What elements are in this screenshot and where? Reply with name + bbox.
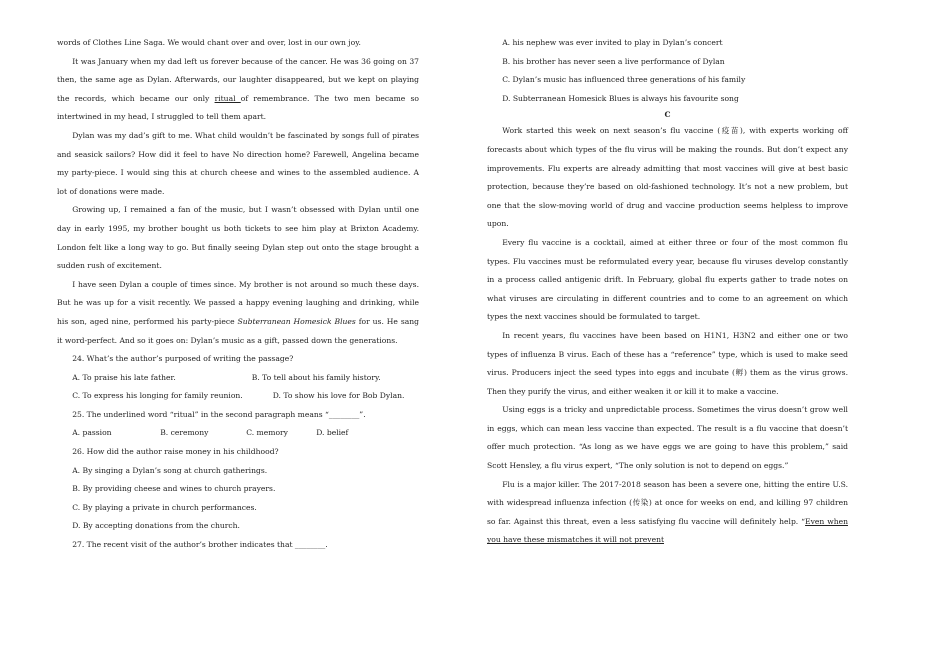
question-24-options-ab — [57, 369, 419, 388]
text: Flu is a major killer. The 2017-2018 season has been a severe one, hitting the entire U.S. with widespread influenza infection (传染) at once for weeks on end, and killing 97 children so far. Against this threat, even a less satisfying flu vaccine will definitely help. “ — [487, 479, 848, 526]
option-a: A. passion — [72, 428, 112, 438]
paragraph-brother-visit — [57, 276, 419, 350]
option-c: C. To express his longing for family reunion. — [72, 391, 243, 401]
underlined-sentence: Even when you have these mismatches it will not prevent — [487, 516, 848, 545]
paragraph-major-killer — [487, 476, 848, 550]
paragraph-gift: Dylan was my dad’s gift to me. What child wouldn’t be fascinated by songs full of pirates and seasick sailors? How did it feel to have No direction home? Farewell, Angelina became my party-piece. I would sing this at church cheese and wines to the assembled audience. A lot of donations were made. — [57, 130, 419, 196]
section-heading-c: C — [664, 110, 671, 120]
paragraph-eggs: Using eggs is a tricky and unpredictable process. Sometimes the virus doesn’t grow well in eggs, which can mean less vaccine than expected. The result is a flu vaccine that doesn’t offer much protection. “As long as we have eggs we are going to have this problem,” said Scott Hensley, a flu virus expert, “The only solution is not to depend on eggs.” — [487, 405, 848, 471]
option-d: D. belief — [316, 428, 349, 438]
question-26-option-a: A. By singing a Dylan’s song at church gatherings. — [72, 465, 268, 475]
question-26-option-d: D. By accepting donations from the church. — [72, 521, 240, 531]
underlined-word-ritual: ritual — [214, 93, 241, 103]
text: for us. He sang it word-perfect. And so it goes on: Dylan’s music as a gift, passed down the generations. — [57, 316, 419, 345]
question-27-option-a: A. his nephew was ever invited to play in Dylan’s concert — [502, 38, 723, 47]
question-24-options-cd — [57, 387, 419, 406]
question-27: 27. The recent visit of the author’s brother indicates that ________. — [72, 540, 328, 550]
song-title: Subterranean Homesick Blues — [237, 316, 356, 326]
text: of remembrance. The two men became so intertwined in my head, I struggled to tell them apart. — [57, 93, 419, 122]
question-27-option-d: D. Subterranean Homesick Blues is always his favourite song — [502, 93, 739, 103]
question-24: 24. What’s the author’s purposed of writing the passage? — [72, 354, 294, 364]
paragraph-clothes-line: words of Clothes Line Saga. We would chant over and over, lost in our own joy. — [57, 38, 361, 47]
question-25: 25. The underlined word “ritual” in the second paragraph means “________”. — [72, 409, 366, 419]
question-27-option-c: C. Dylan’s music has influenced three generations of his family — [502, 75, 746, 85]
option-a: A. To praise his late father. — [72, 372, 176, 382]
text: It was January when my dad left us forever because of the cancer. He was 36 going on 37 then, the same age as Dylan. Afterwards, our laughter disappeared, but we kept on playing the records, which became our only — [57, 56, 419, 103]
option-d: D. To show his love for Bob Dylan. — [272, 391, 405, 401]
paragraph-ritual — [57, 53, 419, 127]
option-b: B. To tell about his family history. — [251, 372, 381, 382]
question-26-option-c: C. By playing a private in church performances. — [72, 502, 257, 512]
option-b: B. ceremony — [160, 428, 209, 438]
paragraph-recent-years: In recent years, flu vaccines have been based on H1N1, H3N2 and either one or two types of influenza B virus. Each of these has a “reference” type, which is used to make seed virus. Producers inject the seed types into eggs and incubate (孵) them as the virus grows. Then they purify the virus, and either weaken it or kill it to make a vaccine. — [487, 330, 848, 396]
question-26-option-b: B. By providing cheese and wines to church prayers. — [72, 484, 276, 494]
paragraph-flu-vaccine: Work started this week on next season’s flu vaccine (疫苗), with experts working off forecasts about which types of the flu virus will be making the rounds. But don’t expect any improvements. Flu experts are already admitting that most vaccines will give at best basic protection, because they’re based on old-fashioned technology. It’s not a new problem, but one that the slow-moving world of drug and vaccine production seems helpless to improve upon. — [487, 126, 848, 229]
question-27-option-b: B. his brother has never seen a live performance of Dylan — [502, 56, 725, 66]
question-26: 26. How did the author raise money in his childhood? — [72, 447, 279, 457]
right-column — [487, 34, 848, 550]
paragraph-cocktail: Every flu vaccine is a cocktail, aimed at either three or four of the most common flu types. Flu vaccines must be reformulated every year, because flu viruses develop constantly in a process called antigenic drift. In February, global flu experts gather to trade notes on what viruses are circulating in different countries and to come to an agreement on which types the next vaccines should be formulated to target. — [487, 237, 848, 322]
option-c: C. memory — [246, 428, 288, 438]
text: I have seen Dylan a couple of times since. My brother is not around so much these days. But he was up for a visit recently. We passed a happy evening laughing and drinking, while his son, aged nine, performed his party-piece — [57, 279, 419, 326]
left-column — [57, 34, 419, 555]
question-25-options — [57, 424, 419, 443]
paragraph-growing-up: Growing up, I remained a fan of the music, but I wasn’t obsessed with Dylan until one day in early 1995, my brother bought us both tickets to see him play at Brixton Academy. London felt like a long way to go. But finally seeing Dylan step out onto the stage brought a sudden rush of excitement. — [57, 205, 419, 271]
